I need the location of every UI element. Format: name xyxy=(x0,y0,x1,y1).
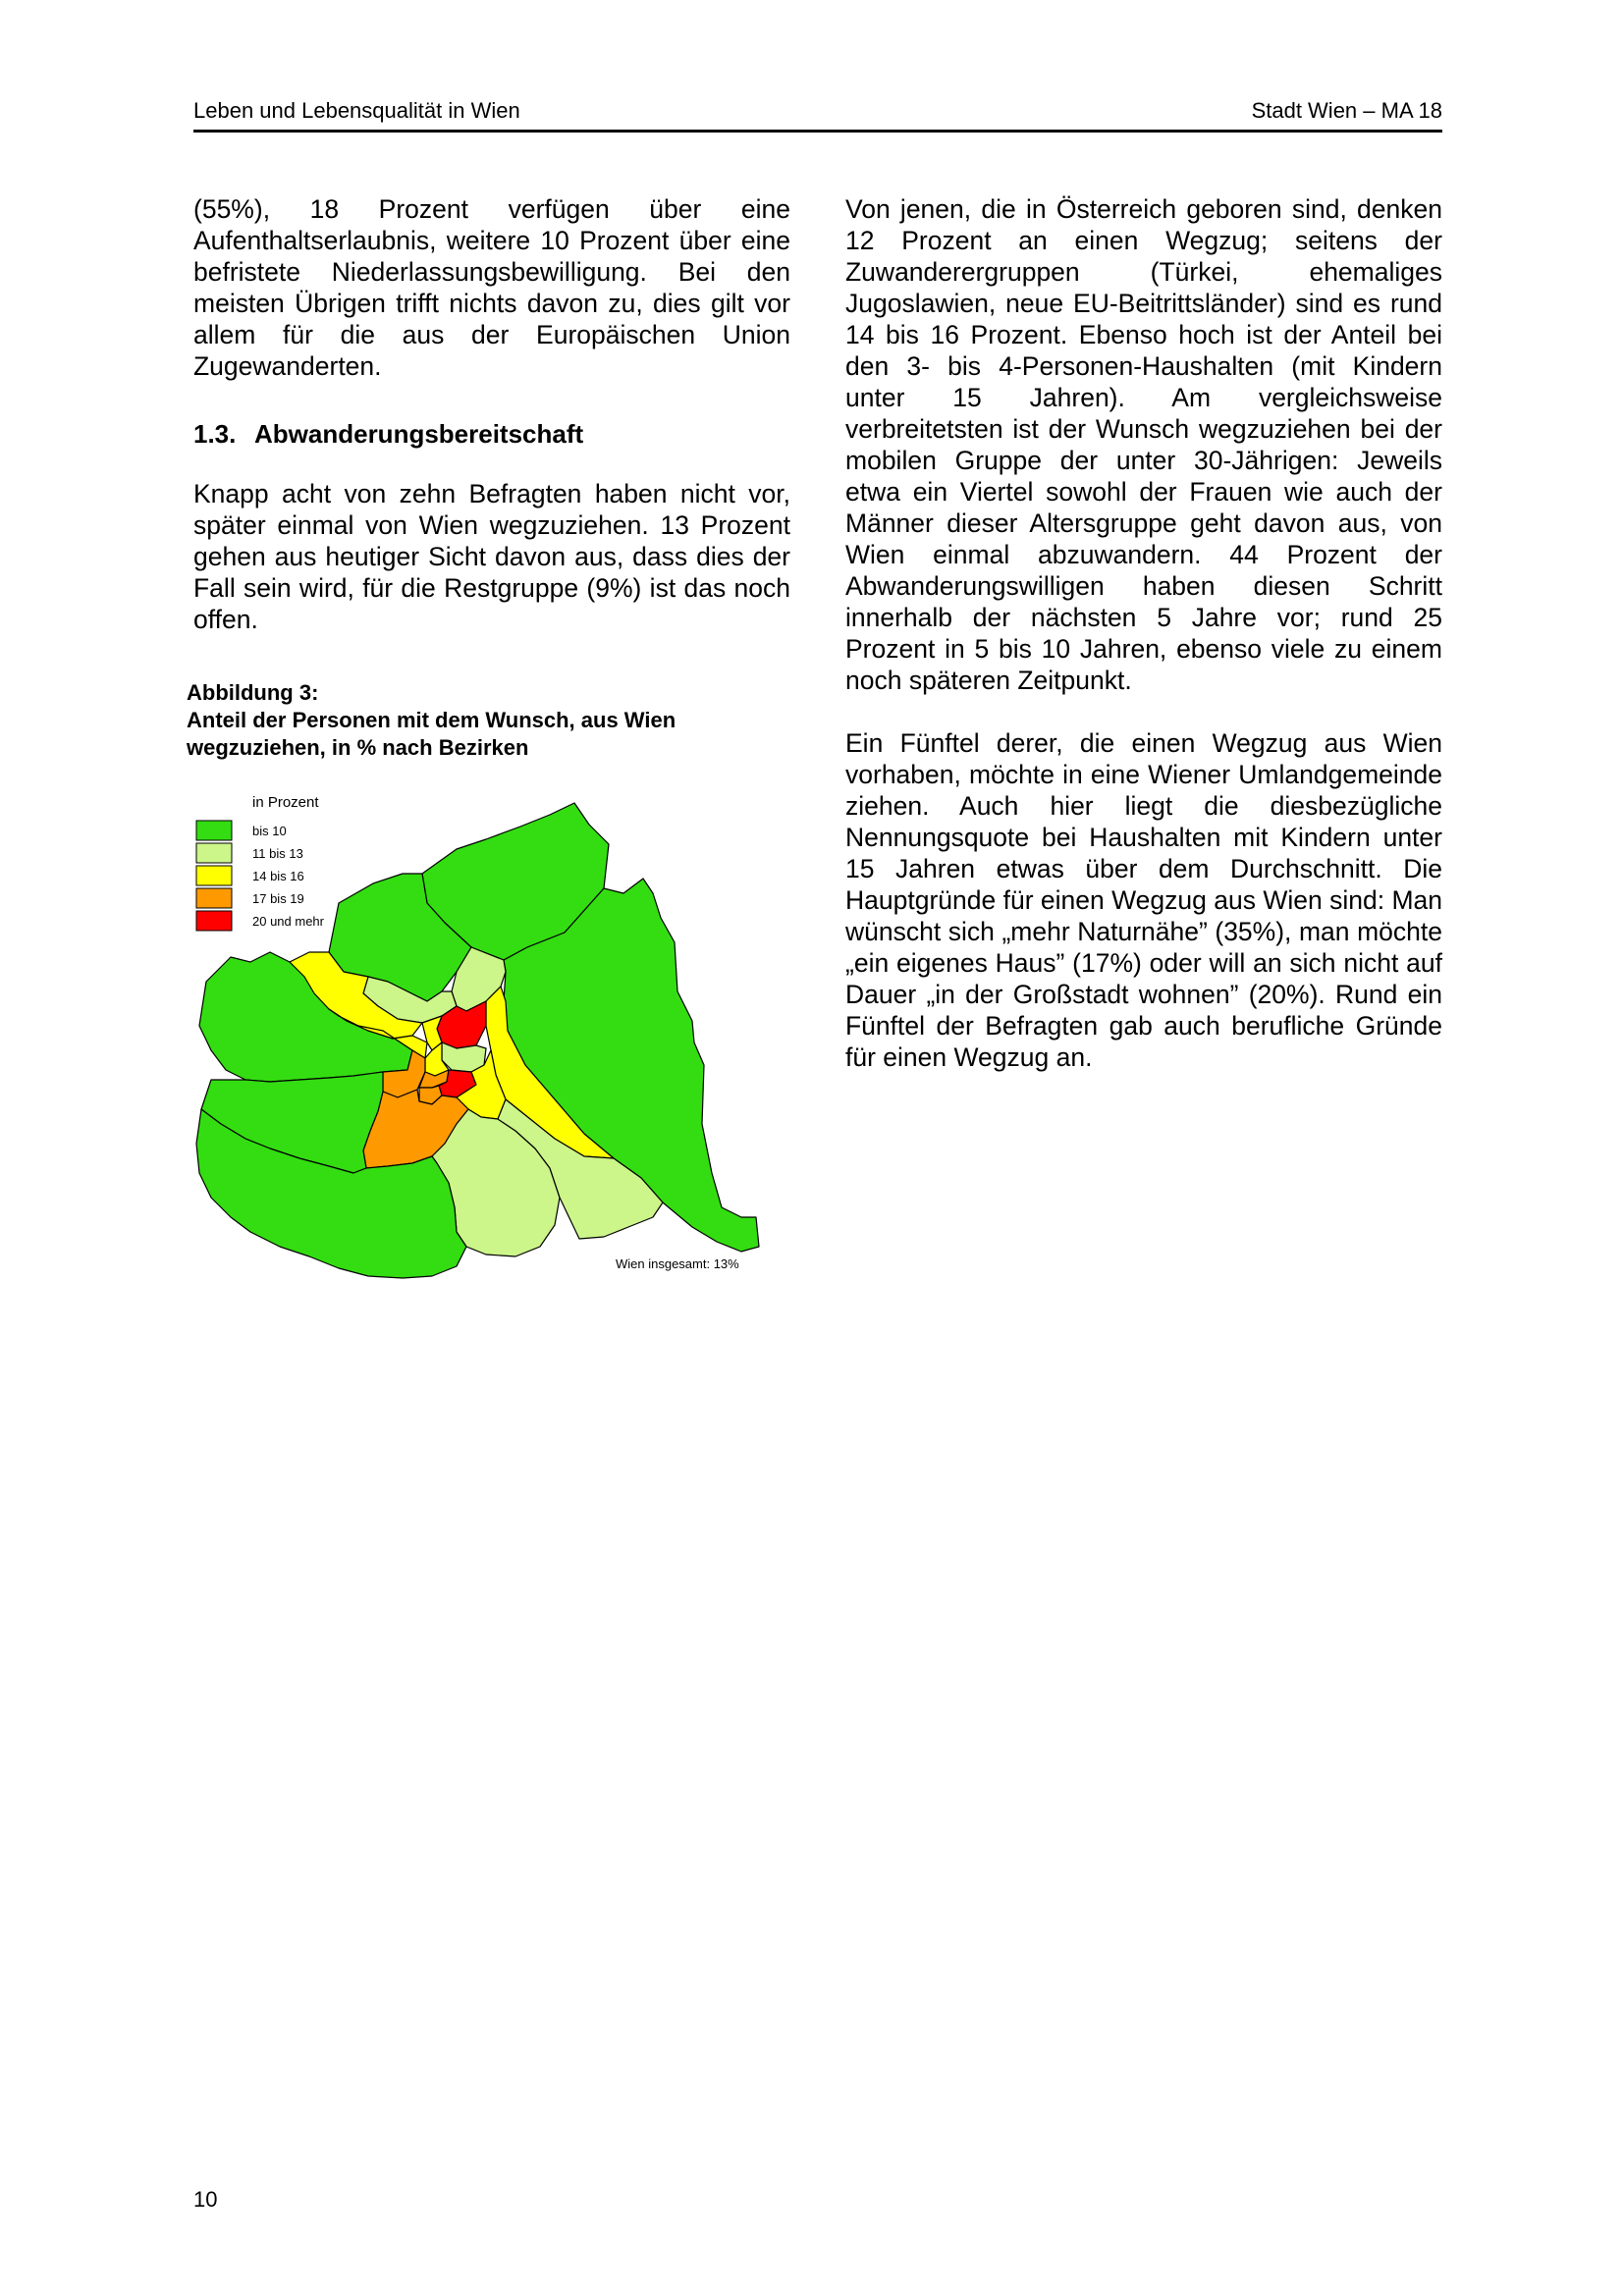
legend-label: bis 10 xyxy=(252,824,287,838)
left-paragraph-2: Knapp acht von zehn Befragten haben nicht vor, später einmal von Wien wegzuziehen. 13 Prozent gehen aus heutiger Sicht davon aus, dass dies der Fall sein wird, für die Restgruppe (9%) ist das noch offen. xyxy=(193,479,790,634)
right-column xyxy=(845,193,1442,1073)
legend-swatch-bis10 xyxy=(196,821,232,840)
page-header xyxy=(193,96,1442,133)
legend-label: 17 bis 19 xyxy=(252,891,304,906)
legend-swatch-20plus xyxy=(196,911,232,931)
section-heading xyxy=(193,419,583,450)
map-total: Wien insgesamt: 13% xyxy=(616,1256,739,1271)
header-publisher: Stadt Wien – MA 18 xyxy=(1251,98,1442,123)
legend-label: 20 und mehr xyxy=(252,914,324,929)
left-paragraph-1: (55%), 18 Prozent verfügen über eine Aufenthaltserlaubnis, weitere 10 Prozent über eine befristete Niederlassungsbewilligung. Bei den meisten Übrigen trifft nichts davon zu, dies gilt vor allem für die aus der Europäischen Union Zugewanderten. xyxy=(193,194,790,381)
figure-label: Abbildung 3: xyxy=(187,680,319,705)
right-paragraph-2: Ein Fünftel derer, die einen Wegzug aus Wien vorhaben, möchte in eine Wiener Umlandgemeinde ziehen. Auch hier liegt die diesbezügliche Nennungsquote bei Haushalten mit Kindern unter 15 Jahren etwas über dem Durchschnitt. Die Hauptgründe für einen Wegzug aus Wien sind: Man wünscht sich „mehr Naturnähe” (35%), man möchte „ein eigenes Haus” (17%) oder will an sich nicht auf Dauer „in der Großstadt wohnen” (20%). Rund ein Fünftel der Befragten gab auch berufliche Gründe für einen Wegzug an. xyxy=(845,728,1442,1072)
figure-caption xyxy=(187,679,795,762)
header-title: Leben und Lebensqualität in Wien xyxy=(193,98,520,123)
legend-label: 14 bis 16 xyxy=(252,869,304,883)
page-number: 10 xyxy=(193,2187,218,2212)
legend-title: in Prozent xyxy=(252,794,319,811)
section-number: 1.3. xyxy=(193,419,237,449)
left-column-2 xyxy=(193,478,790,635)
legend-swatch-11-13 xyxy=(196,843,232,863)
legend-swatch-14-16 xyxy=(196,866,232,885)
legend-swatch-17-19 xyxy=(196,888,232,908)
district-map xyxy=(191,785,781,1281)
left-column xyxy=(193,193,790,382)
figure-title: Anteil der Personen mit dem Wunsch, aus Wien wegzuziehen, in % nach Bezirken xyxy=(187,708,676,760)
legend xyxy=(196,821,325,931)
legend-label: 11 bis 13 xyxy=(252,846,303,861)
section-title: Abwanderungsbereitschaft xyxy=(254,419,584,449)
right-paragraph-1: Von jenen, die in Österreich geboren sind, denken 12 Prozent an einen Wegzug; seitens der Zuwanderergruppen (Türkei, ehemaliges Jugoslawien, neue EU-Beitrittsländer) sind es rund 14 bis 16 Prozent. Ebenso hoch ist der Anteil bei den 3- bis 4-Personen-Haushalten (mit Kindern unter 15 Jahren). Am vergleichsweise verbreitetsten ist der Wunsch wegzuziehen bei der mobilen Gruppe der unter 30-Jährigen: Jeweils etwa ein Viertel sowohl der Frauen wie auch der Männer dieser Altersgruppe geht davon aus, von Wien einmal abzuwandern. 44 Prozent der Abwanderungswilligen haben diesen Schritt innerhalb der nächsten 5 Jahre vor; rund 25 Prozent in 5 bis 10 Jahren, ebenso viele zu einem noch späteren Zeitpunkt. xyxy=(845,194,1442,695)
